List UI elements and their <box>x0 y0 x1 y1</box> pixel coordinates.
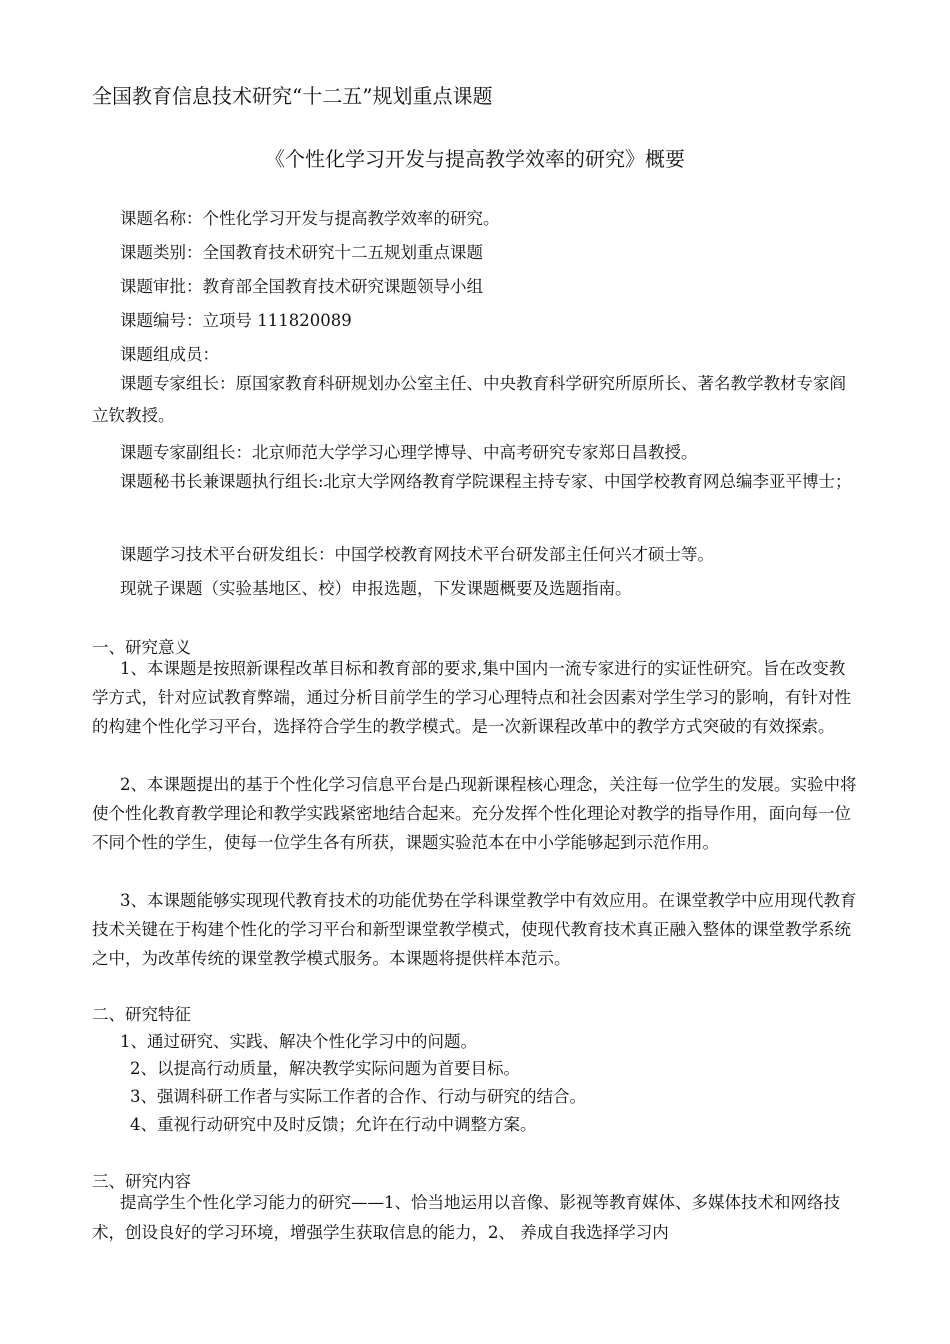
section-paragraph: 1、本课题是按照新课程改革目标和教育部的要求,集中国内一流专家进行的实证性研究。旨在改变教学方式，针对应试教育弊端，通过分析目前学生的学习心理特点和社会因素对学生学习的影响，有针对性的构建个性化学习平台，选择符合学生的教学模式。是一次新课程改革中的教学方式突破的有效探索。 <box>92 659 851 736</box>
document-header: 全国教育信息技术研究“十二五”规划重点课题 <box>92 84 493 108</box>
info-notice: 现就子课题（实验基地区、校）申报选题，下发课题概要及选题指南。 <box>120 579 632 598</box>
document-title: 《个性化学习开发与提高教学效率的研究》概要 <box>265 147 685 171</box>
info-members-label: 课题组成员： <box>120 345 219 364</box>
info-leader: 课题专家组长：原国家教育科研规划办公室主任、中央教育科学研究所原所长、著名教学教材专家阎立钦教授。 <box>92 374 846 425</box>
info-secretary: 课题秘书长兼课题执行组长:北京大学网络教育学院课程主持专家、中国学校教育网总编李亚平博士； <box>120 472 852 491</box>
info-project-category: 课题类别：全国教育技术研究十二五规划重点课题 <box>120 243 483 262</box>
section-heading: 一、研究意义 <box>92 638 191 657</box>
section-paragraph: 3、本课题能够实现现代教育技术的功能优势在学科课堂教学中有效应用。在课堂教学中应用现代教育技术关键在于构建个性化的学习平台和新型课堂教学模式，使现代教育技术真正融入整体的课堂教学系统之中，为改革传统的课堂教学模式服务。本课题将提供样本范示。 <box>92 891 857 968</box>
section-heading: 三、研究内容 <box>92 1172 191 1191</box>
info-platform-leader: 课题学习技术平台研发组长：中国学校教育网技术平台研发部主任何兴才硕士等。 <box>120 545 714 564</box>
list-item: 4、重视行动研究中及时反馈；允许在行动中调整方案。 <box>130 1115 537 1134</box>
section-heading: 二、研究特征 <box>92 1005 191 1024</box>
list-item: 1、通过研究、实践、解决个性化学习中的问题。 <box>120 1032 477 1051</box>
info-project-approval: 课题审批：教育部全国教育技术研究课题领导小组 <box>120 277 483 296</box>
list-item: 3、强调科研工作者与实际工作者的合作、行动与研究的结合。 <box>130 1087 586 1106</box>
list-item: 2、以提高行动质量，解决教学实际问题为首要目标。 <box>130 1059 520 1078</box>
section-paragraph: 2、本课题提出的基于个性化学习信息平台是凸现新课程核心理念，关注每一位学生的发展。实验中将使个性化教育教学理论和教学实践紧密地结合起来。充分发挥个性化理论对教学的指导作用，面向每一位不同个性的学生，使每一位学生各有所获，课题实验范本在中小学能够起到示范作用。 <box>92 775 857 852</box>
info-project-name: 课题名称：个性化学习开发与提高教学效率的研究。 <box>120 209 500 228</box>
info-vice-leader: 课题专家副组长：北京师范大学学习心理学博导、中高考研究专家郑日昌教授。 <box>120 443 698 462</box>
info-project-number: 课题编号：立项号 111820089 <box>120 311 352 330</box>
section-paragraph: 提高学生个性化学习能力的研究——1、恰当地运用以音像、影视等教育媒体、多媒体技术和网络技术，创设良好的学习环境，增强学生获取信息的能力，2、 养成自我选择学习内 <box>92 1193 840 1242</box>
